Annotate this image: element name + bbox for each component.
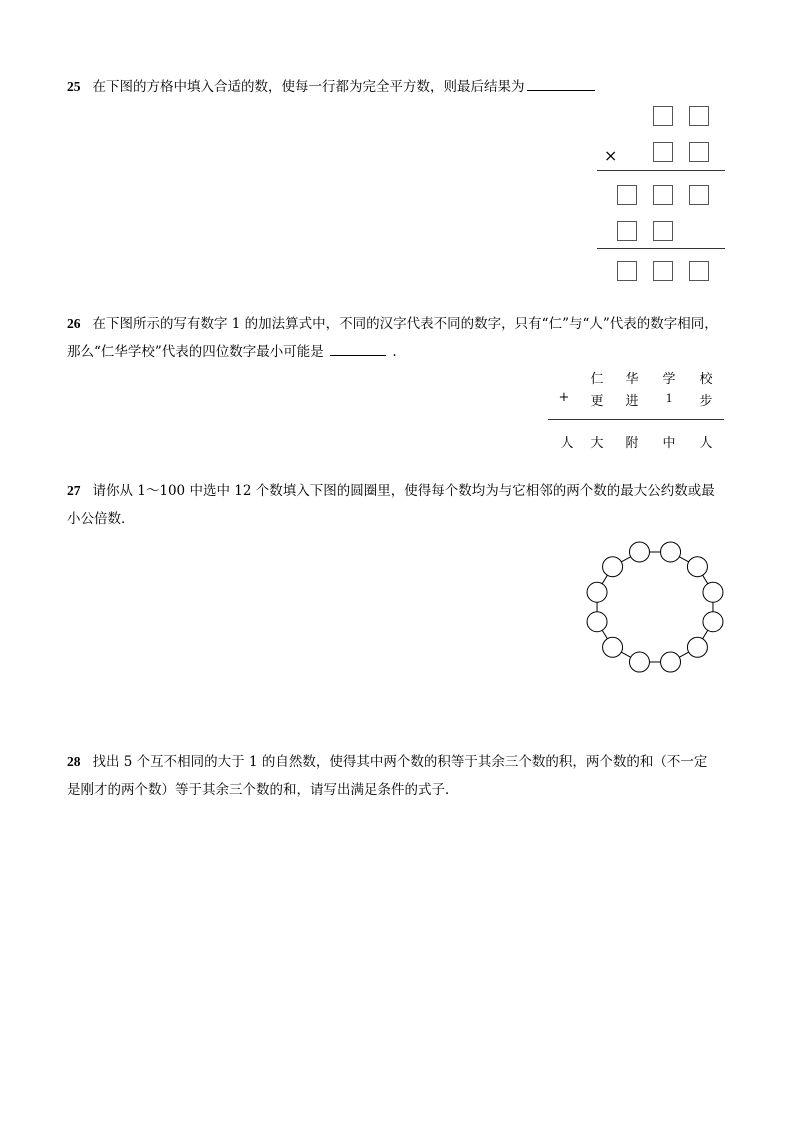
char-cell: 学 [662, 372, 676, 387]
circle-ring-figure [575, 535, 735, 680]
ring-circle[interactable] [587, 612, 607, 632]
divider-line [597, 170, 725, 171]
sum-line [548, 419, 724, 420]
answer-blank[interactable] [330, 354, 386, 356]
ring-circle[interactable] [687, 557, 707, 577]
plus-sign: + [558, 390, 570, 405]
char-cell: 附 [625, 436, 639, 451]
digit-box[interactable] [689, 261, 709, 281]
char-cell: 1 [665, 390, 673, 405]
char-cell: 人 [699, 436, 713, 451]
char-cell: 校 [699, 372, 713, 387]
ring-circle[interactable] [703, 612, 723, 632]
ring-circle[interactable] [603, 557, 623, 577]
question-28 [67, 749, 707, 775]
divider-line [597, 248, 725, 249]
ring-nodes [587, 542, 723, 672]
digit-box[interactable] [617, 221, 637, 241]
ring-circle[interactable] [587, 582, 607, 602]
digit-box[interactable] [653, 185, 673, 205]
question-text: 在下图的方格中填入合适的数，使每一行都为完全平方数，则最后结果为 [92, 79, 525, 95]
period: . [392, 344, 397, 360]
question-25 [67, 74, 597, 100]
digit-box[interactable] [653, 142, 673, 162]
ring-circle[interactable] [703, 582, 723, 602]
question-26-line2 [67, 339, 397, 365]
question-28-line2 [67, 777, 459, 803]
ring-circle[interactable] [603, 637, 623, 657]
answer-blank[interactable] [527, 89, 595, 91]
question-number: 25 [67, 79, 81, 94]
digit-box[interactable] [653, 106, 673, 126]
char-cell: 仁 [590, 372, 604, 387]
question-number: 28 [67, 754, 81, 769]
char-cell: 更 [590, 394, 604, 409]
question-number: 27 [67, 483, 81, 498]
digit-box[interactable] [653, 261, 673, 281]
digit-box[interactable] [617, 185, 637, 205]
question-27 [67, 478, 715, 504]
question-26 [67, 311, 718, 337]
question-text: 找出 5 个互不相同的大于 1 的自然数，使得其中两个数的积等于其余三个数的积，两个数的和（不一定 [92, 754, 708, 770]
ring-circle[interactable] [629, 652, 649, 672]
char-cell: 华 [625, 372, 639, 387]
char-cell: 步 [699, 394, 713, 409]
question-text: 那么“仁华学校”代表的四位数字最小可能是 [67, 344, 324, 360]
ring-circle[interactable] [629, 542, 649, 562]
ring-circle[interactable] [687, 637, 707, 657]
digit-box[interactable] [689, 106, 709, 126]
times-sign: × [604, 146, 618, 165]
char-cell: 进 [625, 394, 639, 409]
question-number: 26 [67, 316, 81, 331]
question-text: 小公倍数． [67, 511, 135, 527]
ring-circle[interactable] [661, 542, 681, 562]
char-cell: 大 [590, 436, 604, 451]
digit-box[interactable] [689, 142, 709, 162]
digit-box[interactable] [617, 261, 637, 281]
question-text: 在下图所示的写有数字 1 的加法算式中，不同的汉字代表不同的数字，只有“仁”与“人”代表的数字相同， [92, 316, 718, 332]
question-text: 是刚才的两个数）等于其余三个数的和，请写出满足条件的式子． [67, 782, 459, 798]
question-text: 请你从 1～100 中选中 12 个数填入下图的圆圈里，使得每个数均为与它相邻的两个数的最大公约数或最 [92, 483, 715, 499]
question-27-line2 [67, 506, 135, 532]
digit-box[interactable] [653, 221, 673, 241]
char-cell: 中 [662, 436, 676, 451]
digit-box[interactable] [689, 185, 709, 205]
char-cell: 人 [560, 436, 574, 451]
ring-circle[interactable] [661, 652, 681, 672]
